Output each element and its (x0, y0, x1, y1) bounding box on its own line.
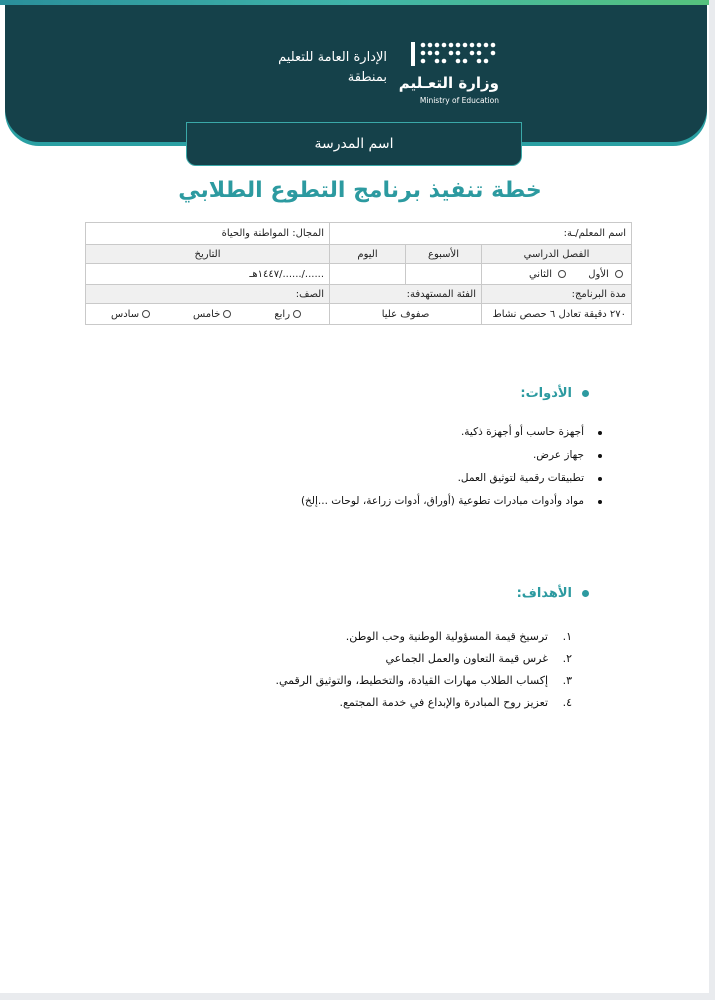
logo-dots-icon (411, 42, 501, 68)
list-number: ٢. (562, 652, 572, 665)
tools-list (301, 421, 602, 513)
list-item-text: تطبيقات رقمية لتوثيق العمل. (457, 472, 584, 484)
grade-label: رابع (274, 308, 291, 320)
list-item-text: تعزيز روح المبادرة والإبداع في خدمة المجتمع. (339, 696, 548, 709)
grade-option[interactable] (193, 309, 234, 320)
bullet-icon (598, 477, 602, 481)
department-line1: الإدارة العامة للتعليم (278, 50, 387, 65)
list-item (301, 467, 602, 490)
semester-header: الفصل الدراسي (482, 245, 632, 264)
list-item (275, 670, 572, 692)
day-value-cell[interactable] (330, 264, 406, 285)
tools-heading-text: الأدوات: (520, 386, 572, 401)
list-item (275, 626, 572, 648)
list-number: ١. (562, 630, 572, 643)
grade-header: الصف: (86, 285, 330, 304)
semester-first-label: الأول (588, 268, 609, 280)
list-item-text: جهاز عرض. (532, 449, 584, 461)
semester-first-radio[interactable] (615, 270, 623, 278)
date-header: التاريخ (86, 245, 330, 264)
bullet-icon (598, 431, 602, 435)
grade-option[interactable] (274, 309, 304, 320)
list-item (275, 648, 572, 670)
list-item-text: أجهزة حاسب أو أجهزة ذكية. (460, 426, 584, 438)
ministry-logo (398, 42, 501, 110)
goals-list (275, 626, 572, 714)
ministry-name-en: Ministry of Education (419, 96, 499, 105)
grade-radio[interactable] (142, 310, 150, 318)
school-name-box[interactable]: اسم المدرسة (186, 122, 522, 166)
bullet-icon (598, 454, 602, 458)
domain-cell: المجال: المواطنة والحياة (86, 223, 330, 245)
grade-radio[interactable] (223, 310, 231, 318)
page-title: خطة تنفيذ برنامج التطوع الطلابي (178, 178, 542, 203)
ministry-name-ar: وزارة التعـليم (398, 74, 499, 92)
grade-label: خامس (193, 308, 221, 320)
bullet-icon (582, 390, 589, 397)
department-name (237, 48, 387, 88)
grade-options (86, 304, 330, 325)
program-info-table (85, 222, 632, 325)
day-header: اليوم (330, 245, 406, 264)
list-item (275, 692, 572, 714)
list-item (301, 421, 602, 444)
semester-options (482, 264, 632, 285)
week-header: الأسبوع (406, 245, 482, 264)
department-line2: بمنطقة (347, 70, 387, 85)
goals-heading (517, 586, 589, 601)
grade-option[interactable] (111, 309, 153, 320)
target-value: صفوف عليا (330, 304, 482, 325)
list-item-text: غرس قيمة التعاون والعمل الجماعي (385, 652, 548, 665)
list-item-text: إكساب الطلاب مهارات القيادة، والتخطيط، والتوثيق الرقمي. (275, 674, 548, 687)
date-value-cell[interactable]: ....../....../١٤٤٧هـ (86, 264, 330, 285)
grade-radio[interactable] (293, 310, 301, 318)
bullet-icon (582, 590, 589, 597)
week-value-cell[interactable] (406, 264, 482, 285)
list-item (301, 490, 602, 513)
semester-second-label: الثاني (528, 268, 552, 280)
list-item-text: مواد وأدوات مبادرات تطوعية (أوراق، أدوات زراعة، لوحات ...إلخ) (300, 495, 584, 507)
semester-second-radio[interactable] (558, 270, 566, 278)
target-header: الفئة المستهدفة: (330, 285, 482, 304)
teacher-name-cell[interactable]: اسم المعلم/ـة: (330, 223, 632, 245)
duration-value: ٢٧٠ دقيقة تعادل ٦ حصص نشاط (482, 304, 632, 325)
duration-header: مدة البرنامج: (482, 285, 632, 304)
list-number: ٤. (562, 696, 572, 709)
goals-heading-text: الأهداف: (516, 586, 572, 601)
list-item-text: ترسيخ قيمة المسؤولية الوطنية وحب الوطن. (345, 630, 548, 643)
list-item (301, 444, 602, 467)
grade-label: سادس (111, 308, 140, 320)
tools-heading (520, 386, 589, 401)
list-number: ٣. (562, 674, 572, 687)
bullet-icon (598, 500, 602, 504)
